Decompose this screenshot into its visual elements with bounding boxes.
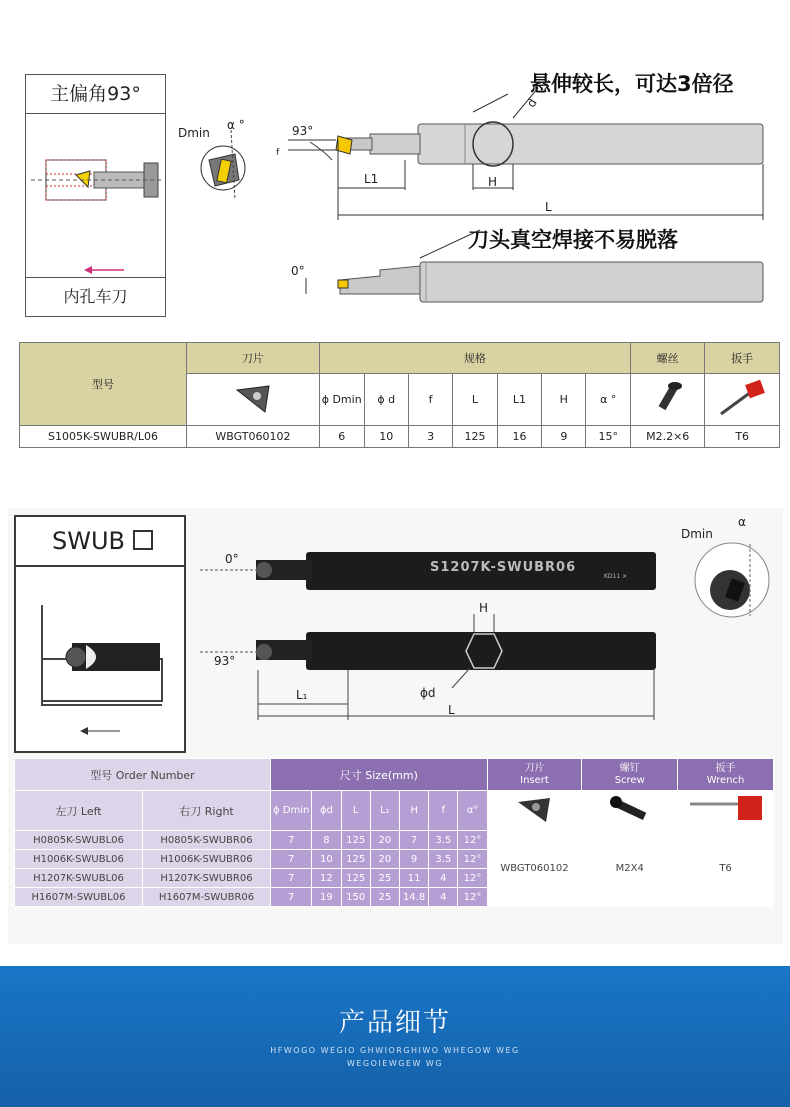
box-title: 主偏角93° xyxy=(26,75,165,114)
size-col-H: H xyxy=(399,791,428,831)
screw-image-2 xyxy=(600,792,660,826)
row-model: S1005K-SWUBR/L06 xyxy=(20,426,187,448)
screw-header-en: Screw xyxy=(614,774,645,786)
row-val: 12° xyxy=(458,888,487,907)
cutting-angle-diagram-box xyxy=(25,74,166,317)
dmin-label: Dmin xyxy=(178,126,210,140)
banner-subtitle-1: HFWOGO WEGIO GHWIORGHIWO WHEGOW WEG xyxy=(270,1046,520,1055)
row-val: 12° xyxy=(458,850,487,869)
dmin-label-2: Dmin xyxy=(681,527,713,541)
angle-93-label: 93° xyxy=(292,124,314,138)
size-col-L: L xyxy=(341,791,370,831)
spec-col-L: L xyxy=(453,374,498,426)
row-left: H0805K-SWUBL06 xyxy=(15,831,143,850)
boring-diagram xyxy=(26,113,165,279)
tool-drawing-side xyxy=(270,80,770,315)
row-insert: WBGT060102 xyxy=(186,426,319,448)
H-label-2: H xyxy=(479,601,489,615)
row-val: 125 xyxy=(341,869,370,888)
row-val: 150 xyxy=(341,888,370,907)
row-val: 25 xyxy=(370,888,399,907)
header-screw: 螺丝 xyxy=(630,343,704,374)
L-label-2: L xyxy=(448,703,455,717)
insert-detail-diagram xyxy=(195,130,255,200)
row-right: H1006K-SWUBR06 xyxy=(143,850,271,869)
row-L1: 16 xyxy=(497,426,541,448)
row-L: 125 xyxy=(453,426,498,448)
row-wrench: T6 xyxy=(705,426,780,448)
row-val: 8 xyxy=(312,831,341,850)
row-val: 4 xyxy=(429,888,458,907)
row-right: H0805K-SWUBR06 xyxy=(143,831,271,850)
overhang-callout: 悬伸较长，可达3倍径 xyxy=(530,72,734,96)
angle-0-label: 0° xyxy=(291,264,305,278)
screw-value: M2X4 xyxy=(582,831,678,907)
spec-table-1 xyxy=(19,342,780,448)
wrench-image-cell-2 xyxy=(678,791,774,831)
size-col-dmin: ϕ Dmin xyxy=(271,791,312,831)
row-val: 3.5 xyxy=(429,850,458,869)
wrench-image-cell xyxy=(705,374,780,426)
row-H: 9 xyxy=(542,426,586,448)
row-val: 9 xyxy=(399,850,428,869)
insert-value: WBGT060102 xyxy=(487,831,582,907)
L-label: L xyxy=(545,200,552,214)
spec-col-alpha: α ° xyxy=(586,374,631,426)
d-label: d xyxy=(523,96,540,110)
row-right: H1207K-SWUBR06 xyxy=(143,869,271,888)
d-label-2: ϕd xyxy=(420,686,436,700)
wrench-image-2 xyxy=(686,792,766,826)
product-details-banner xyxy=(0,966,790,1107)
swub-diagram-box xyxy=(14,515,186,753)
insert-header-en: Insert xyxy=(520,774,549,786)
L1-label: L1 xyxy=(364,172,379,186)
banner-title: 产品细节 xyxy=(338,1008,451,1038)
spec-col-f: f xyxy=(408,374,452,426)
row-d: 10 xyxy=(364,426,408,448)
swub-title-text: SWUB xyxy=(52,527,125,555)
row-right: H1607M-SWUBR06 xyxy=(143,888,271,907)
left-header: 左刀 Left xyxy=(15,791,143,831)
row-val: 12° xyxy=(458,869,487,888)
screw-header xyxy=(582,759,678,791)
angle-93-label-2: 93° xyxy=(214,654,236,668)
alpha-label: α ° xyxy=(227,118,245,132)
row-val: 14.8 xyxy=(399,888,428,907)
row-val: 19 xyxy=(312,888,341,907)
H-label: H xyxy=(488,175,498,189)
size-col-L1: L₁ xyxy=(370,791,399,831)
insert-image xyxy=(233,380,273,416)
spec-col-dmin: ϕ Dmin xyxy=(319,374,364,426)
header-spec: 规格 xyxy=(319,343,630,374)
spec-col-H: H xyxy=(542,374,586,426)
screw-image-cell-2 xyxy=(582,791,678,831)
row-val: 20 xyxy=(370,831,399,850)
wrench-header xyxy=(678,759,774,791)
insert-image-cell xyxy=(186,374,319,426)
row-val: 7 xyxy=(271,869,312,888)
row-left: H1006K-SWUBL06 xyxy=(15,850,143,869)
row-val: 25 xyxy=(370,869,399,888)
banner-subtitle-2: WEGOIEWGEW WG xyxy=(346,1059,444,1068)
wrench-header-en: Wrench xyxy=(706,774,745,786)
size-header: 尺寸 Size(mm) xyxy=(271,759,488,791)
alpha-label-2: α xyxy=(738,515,746,529)
insert-header-cn: 刀片 xyxy=(524,762,545,774)
swub-title xyxy=(16,517,184,567)
row-val: 20 xyxy=(370,850,399,869)
swub-insert-detail xyxy=(694,540,778,620)
row-val: 11 xyxy=(399,869,428,888)
size-col-d: ϕd xyxy=(312,791,341,831)
box-caption: 内孔车刀 xyxy=(26,277,165,316)
row-val: 12° xyxy=(458,831,487,850)
angle-0-label-2: 0° xyxy=(225,552,239,566)
order-number-header: 型号 Order Number xyxy=(15,759,271,791)
insert-image-cell-2 xyxy=(487,791,582,831)
row-val: 125 xyxy=(341,850,370,869)
row-f: 3 xyxy=(408,426,452,448)
header-wrench: 扳手 xyxy=(705,343,780,374)
f-label: f xyxy=(276,148,280,158)
order-table xyxy=(14,758,774,907)
wrench-value: T6 xyxy=(678,831,774,907)
spec-col-L1: L1 xyxy=(497,374,541,426)
row-left: H1207K-SWUBL06 xyxy=(15,869,143,888)
header-insert: 刀片 xyxy=(186,343,319,374)
row-val: 7 xyxy=(271,850,312,869)
spec-col-d: ϕ d xyxy=(364,374,408,426)
right-header: 右刀 Right xyxy=(143,791,271,831)
screw-header-cn: 螺钉 xyxy=(619,762,640,774)
row-val: 7 xyxy=(271,831,312,850)
vacuum-weld-callout: 刀头真空焊接不易脱落 xyxy=(468,228,678,252)
tool-marking: S1207K-SWUBR06 xyxy=(430,560,577,575)
row-val: 4 xyxy=(429,869,458,888)
row-val: 7 xyxy=(399,831,428,850)
row-alpha: 15° xyxy=(586,426,631,448)
size-col-alpha: α° xyxy=(458,791,487,831)
table-row xyxy=(15,831,774,850)
L1-label-2: L₁ xyxy=(296,688,308,702)
swub-boring-diagram xyxy=(16,565,184,751)
row-screw: M2.2×6 xyxy=(630,426,704,448)
size-col-f: f xyxy=(429,791,458,831)
row-dmin: 6 xyxy=(319,426,364,448)
screw-image-cell xyxy=(630,374,704,426)
screw-image xyxy=(653,378,683,418)
row-left: H1607M-SWUBL06 xyxy=(15,888,143,907)
square-icon xyxy=(133,530,153,550)
row-val: 12 xyxy=(312,869,341,888)
row-val: 3.5 xyxy=(429,831,458,850)
tool-marking-small: KD11 × xyxy=(604,573,628,580)
header-model: 型号 xyxy=(20,343,187,426)
insert-image-2 xyxy=(514,792,554,826)
wrench-header-cn: 扳手 xyxy=(715,762,736,774)
row-val: 10 xyxy=(312,850,341,869)
row-val: 7 xyxy=(271,888,312,907)
wrench-image xyxy=(717,378,767,418)
insert-header xyxy=(487,759,582,791)
row-val: 125 xyxy=(341,831,370,850)
